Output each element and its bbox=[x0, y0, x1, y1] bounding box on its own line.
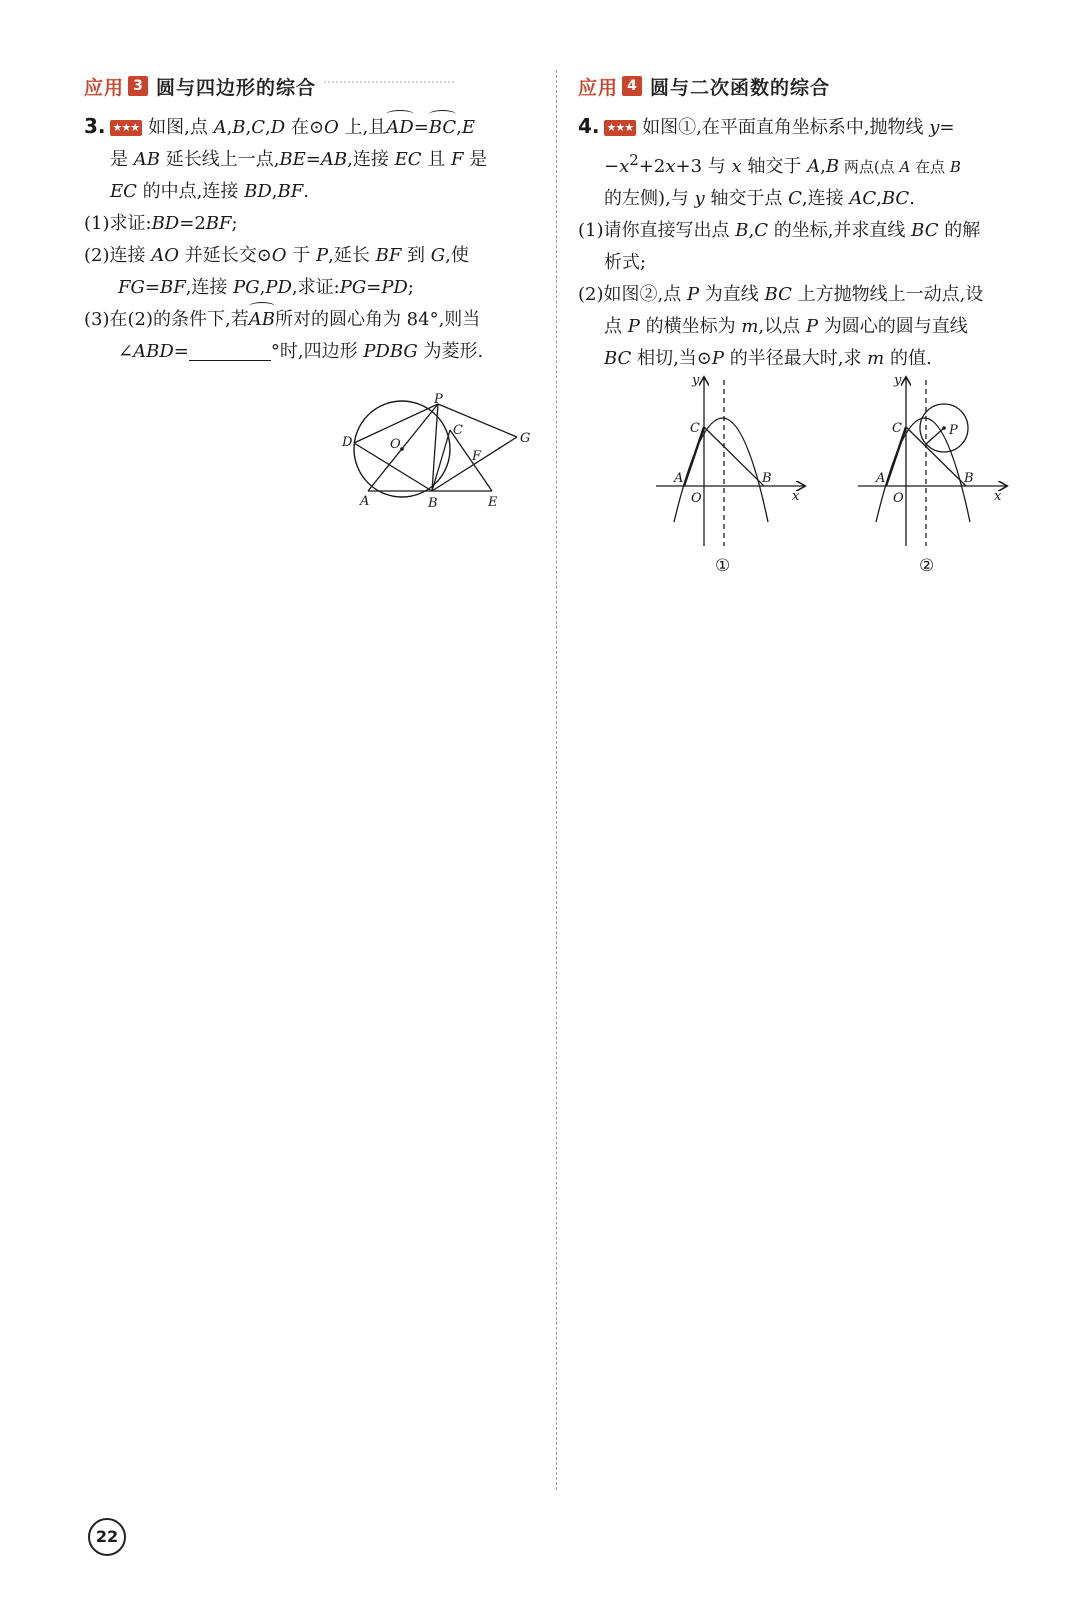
text: 上方抛物线上一动点,设 bbox=[791, 284, 984, 305]
text: = bbox=[305, 149, 321, 170]
text: BC bbox=[881, 188, 910, 209]
arc-text: AB bbox=[249, 304, 275, 336]
text: ,连接 bbox=[185, 277, 234, 298]
figure-1-label: ① bbox=[715, 556, 731, 576]
text: BF bbox=[277, 181, 304, 202]
text: B bbox=[949, 158, 961, 176]
text: =2 bbox=[179, 213, 206, 234]
text: (2)如图②,点 bbox=[578, 284, 687, 305]
text: m bbox=[741, 316, 759, 337]
text: ,求证: bbox=[291, 277, 340, 298]
text: − bbox=[604, 156, 620, 177]
text: , bbox=[876, 188, 882, 209]
text: PG bbox=[339, 277, 367, 298]
text: = bbox=[413, 117, 429, 138]
text: E bbox=[461, 117, 475, 138]
point-o bbox=[400, 447, 404, 451]
text: 2 bbox=[629, 151, 639, 169]
label-y: y bbox=[692, 373, 700, 388]
label-c: C bbox=[892, 421, 902, 436]
q3-figure bbox=[340, 392, 540, 512]
label-x: x bbox=[792, 489, 800, 504]
text: 如图,点 bbox=[148, 117, 214, 138]
text: = bbox=[173, 341, 189, 362]
text: x bbox=[731, 156, 742, 177]
text: 如图①,在平面直角坐标系中,抛物线 bbox=[642, 117, 930, 138]
text: BF bbox=[205, 213, 232, 234]
answer-blank[interactable] bbox=[189, 340, 271, 361]
text: B bbox=[735, 220, 749, 241]
text: 轴交于 bbox=[741, 156, 808, 177]
arc-text: BC bbox=[429, 112, 456, 144]
text: AB bbox=[133, 149, 160, 170]
q4-part-2-line-2 bbox=[578, 311, 1030, 343]
label-b: B bbox=[964, 471, 974, 486]
parabola bbox=[674, 418, 768, 522]
text: BC bbox=[604, 348, 632, 369]
text: +3 与 bbox=[675, 156, 732, 177]
text: P bbox=[711, 348, 724, 369]
label-p: P bbox=[949, 423, 958, 438]
q3-line-3 bbox=[84, 176, 536, 208]
text: B bbox=[825, 156, 840, 177]
text: (1)请你直接写出点 bbox=[578, 220, 736, 241]
text: (1)求证: bbox=[84, 213, 152, 234]
text: G bbox=[430, 245, 446, 266]
text: ABD bbox=[133, 341, 174, 362]
q3-line-1 bbox=[84, 110, 536, 144]
question-4 bbox=[578, 110, 1030, 375]
point-p bbox=[942, 426, 946, 430]
section-label: 应用 bbox=[84, 76, 125, 99]
text: ,连接 bbox=[347, 149, 395, 170]
label-y: y bbox=[894, 373, 902, 388]
q3-line-2 bbox=[84, 144, 536, 176]
text: 为直线 bbox=[699, 284, 765, 305]
text: 在点 bbox=[910, 158, 950, 176]
text: 的半径最大时,求 bbox=[724, 348, 868, 369]
q4-line-2 bbox=[578, 144, 1030, 183]
text: (3)在(2)的条件下,若 bbox=[84, 309, 249, 330]
text: = bbox=[144, 277, 160, 298]
text: 的中点,连接 bbox=[136, 181, 245, 202]
segment-ce bbox=[450, 430, 492, 491]
label-b: B bbox=[428, 496, 438, 511]
text: EC bbox=[110, 181, 137, 202]
label-a: A bbox=[876, 471, 886, 486]
q3-part-3-line-2 bbox=[84, 336, 536, 368]
text: x bbox=[665, 156, 676, 177]
text: , bbox=[271, 181, 278, 202]
text: (2)连接 bbox=[84, 245, 152, 266]
label-f: F bbox=[472, 449, 482, 464]
difficulty-stars: ★★★ bbox=[110, 120, 143, 136]
text: AB bbox=[320, 149, 348, 170]
text: C bbox=[754, 220, 768, 241]
text: A bbox=[213, 117, 227, 138]
text: 在⊙ bbox=[285, 117, 325, 138]
text: PG bbox=[233, 277, 260, 298]
text: C bbox=[251, 117, 266, 138]
label-c: C bbox=[690, 421, 700, 436]
text: BC bbox=[911, 220, 939, 241]
arc-text: AD bbox=[386, 112, 413, 144]
difficulty-stars: ★★★ bbox=[604, 120, 637, 136]
text: x bbox=[619, 156, 630, 177]
q4-figure-2 bbox=[856, 370, 1016, 550]
text: = bbox=[939, 117, 955, 138]
text: ∠ bbox=[118, 341, 134, 362]
question-number: 4. bbox=[578, 114, 600, 138]
label-x: x bbox=[994, 489, 1002, 504]
text: +2 bbox=[638, 156, 666, 177]
left-column bbox=[84, 70, 536, 511]
text: 是 bbox=[463, 149, 488, 170]
text: °时,四边形 bbox=[270, 341, 364, 362]
text: , bbox=[259, 277, 266, 298]
text: 是 bbox=[110, 149, 134, 170]
text: C bbox=[788, 188, 802, 209]
text: 点 bbox=[604, 316, 628, 337]
section-name: 圆与二次函数的综合 bbox=[650, 76, 831, 99]
text: PD bbox=[265, 277, 292, 298]
text: 析式; bbox=[604, 252, 647, 273]
text: . bbox=[303, 181, 309, 202]
text: P bbox=[686, 284, 700, 305]
text: 的左侧),与 bbox=[604, 188, 695, 209]
text: P bbox=[316, 245, 329, 266]
right-column bbox=[578, 70, 1030, 576]
text: 为圆心的圆与直线 bbox=[817, 316, 968, 337]
q4-line-1 bbox=[578, 110, 1030, 144]
text: BD bbox=[244, 181, 272, 202]
text: . bbox=[909, 188, 915, 209]
text: O bbox=[271, 245, 287, 266]
text: , bbox=[265, 117, 271, 138]
label-p: P bbox=[434, 392, 443, 407]
text: BE bbox=[279, 149, 306, 170]
text: , bbox=[245, 117, 252, 138]
text: m bbox=[867, 348, 885, 369]
section-title-3 bbox=[84, 70, 536, 102]
q3-part-1 bbox=[84, 208, 536, 240]
text: ,以点 bbox=[758, 316, 806, 337]
text: P bbox=[627, 316, 640, 337]
text: PD bbox=[381, 277, 408, 298]
question-3 bbox=[84, 110, 536, 368]
section-title-4 bbox=[578, 70, 1030, 102]
text: FG bbox=[118, 277, 145, 298]
text: BF bbox=[375, 245, 402, 266]
text: , bbox=[748, 220, 755, 241]
label-d: D bbox=[342, 435, 353, 450]
text: ,延长 bbox=[328, 245, 376, 266]
text: 并延长交⊙ bbox=[178, 245, 272, 266]
text: 到 bbox=[401, 245, 431, 266]
text: P bbox=[805, 316, 818, 337]
section-number: 4 bbox=[622, 76, 642, 96]
label-a: A bbox=[674, 471, 684, 486]
text: O bbox=[324, 117, 339, 138]
figure-2-label: ② bbox=[919, 556, 935, 576]
text: 为菱形. bbox=[417, 341, 484, 362]
text: BF bbox=[159, 277, 186, 298]
text: 相切,当⊙ bbox=[631, 348, 712, 369]
text: A bbox=[807, 156, 821, 177]
segment-bc bbox=[704, 427, 764, 486]
section-label: 应用 bbox=[578, 76, 619, 99]
text: F bbox=[450, 149, 464, 170]
q4-part-2 bbox=[578, 279, 1030, 311]
text: = bbox=[366, 277, 382, 298]
label-e: E bbox=[488, 495, 498, 510]
question-number: 3. bbox=[84, 114, 106, 138]
text: y bbox=[694, 188, 705, 209]
text: 且 bbox=[421, 149, 451, 170]
text: 于 bbox=[286, 245, 317, 266]
column-divider bbox=[556, 70, 557, 1490]
label-a: A bbox=[360, 494, 370, 509]
label-o: O bbox=[691, 491, 702, 506]
text: BC bbox=[764, 284, 792, 305]
text: D bbox=[270, 117, 286, 138]
text: 两点(点 bbox=[839, 158, 900, 176]
label-o: O bbox=[893, 491, 904, 506]
text: y bbox=[929, 117, 940, 138]
text: 的坐标,并求直线 bbox=[767, 220, 912, 241]
text: , bbox=[456, 117, 462, 138]
segment-pb bbox=[432, 404, 438, 491]
label-g: G bbox=[520, 431, 531, 446]
text: 延长线上一点, bbox=[159, 149, 280, 170]
text: ; bbox=[231, 213, 238, 234]
text: ,连接 bbox=[801, 188, 850, 209]
text: , bbox=[226, 117, 233, 138]
q3-part-3 bbox=[84, 304, 536, 336]
text: 轴交于点 bbox=[704, 188, 789, 209]
text: 的值. bbox=[884, 348, 932, 369]
page-number: 22 bbox=[88, 1518, 126, 1556]
text: 所对的圆心角为 84°,则当 bbox=[274, 309, 481, 330]
q4-part-1 bbox=[578, 215, 1030, 247]
section-number: 3 bbox=[128, 76, 148, 96]
text: 的横坐标为 bbox=[639, 316, 742, 337]
text: EC bbox=[394, 149, 422, 170]
segment-ap bbox=[368, 404, 438, 491]
text: A bbox=[899, 158, 911, 176]
text: 上,且 bbox=[338, 117, 387, 138]
section-name: 圆与四边形的综合 bbox=[156, 76, 317, 99]
label-b: B bbox=[762, 471, 772, 486]
text: ; bbox=[407, 277, 414, 298]
section-title-tail bbox=[324, 81, 454, 91]
q4-part-1-line-2 bbox=[578, 247, 1030, 279]
text: AC bbox=[849, 188, 877, 209]
text: 的解 bbox=[938, 220, 981, 241]
text: , bbox=[820, 156, 826, 177]
q4-line-3 bbox=[578, 183, 1030, 215]
text: PDBG bbox=[363, 341, 418, 362]
text: BD bbox=[151, 213, 180, 234]
text: ,使 bbox=[445, 245, 469, 266]
text: B bbox=[232, 117, 246, 138]
q4-figure-1 bbox=[654, 370, 814, 550]
q3-part-2-line-2 bbox=[84, 272, 536, 304]
label-o: O bbox=[390, 437, 401, 452]
q3-part-2 bbox=[84, 240, 536, 272]
radius-segment bbox=[926, 428, 944, 444]
segment-bg bbox=[432, 437, 517, 491]
label-c: C bbox=[453, 423, 463, 438]
text: AO bbox=[151, 245, 179, 266]
